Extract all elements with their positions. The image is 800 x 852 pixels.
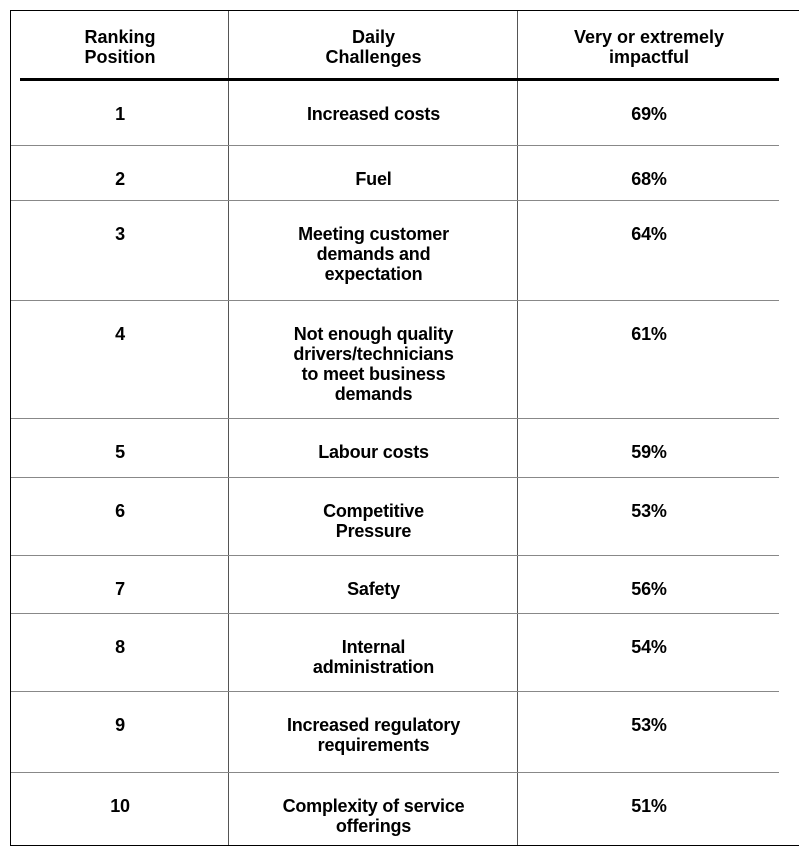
table-row: [11, 614, 779, 692]
rank-cell: 6: [115, 501, 125, 521]
table-row: [11, 201, 779, 301]
challenge-cell: Not enough quality drivers/technicians to meet business demands: [293, 324, 454, 404]
challenge-cell: Labour costs: [318, 442, 429, 462]
impact-cell: 56%: [631, 579, 667, 599]
rank-cell: 7: [115, 579, 125, 599]
header-impactful: Very or extremely impactful: [573, 27, 725, 67]
table-row: [11, 478, 779, 556]
table-row: [11, 301, 779, 419]
table-row: [11, 146, 779, 201]
table-row: [11, 419, 779, 478]
challenge-cell: Safety: [347, 579, 400, 599]
impact-cell: 64%: [631, 224, 667, 244]
header-daily-challenges: Daily Challenges: [325, 27, 422, 67]
impact-cell: 53%: [631, 715, 667, 735]
table-row: [11, 773, 779, 848]
rank-cell: 10: [110, 796, 130, 816]
rank-cell: 9: [115, 715, 125, 735]
rank-cell: 8: [115, 637, 125, 657]
challenge-cell: Complexity of service offerings: [282, 796, 465, 836]
impact-cell: 51%: [631, 796, 667, 816]
rank-cell: 4: [115, 324, 125, 344]
impact-cell: 68%: [631, 169, 667, 189]
challenge-cell: Increased regulatory requirements: [286, 715, 461, 755]
challenge-cell: Competitive Pressure: [323, 501, 424, 541]
challenge-cell: Meeting customer demands and expectation: [298, 224, 449, 284]
challenges-table: [10, 10, 799, 846]
challenge-cell: Increased costs: [306, 104, 441, 124]
rank-cell: 3: [115, 224, 125, 244]
table-row: [11, 692, 779, 773]
table-header: [20, 11, 779, 81]
rank-cell: 1: [115, 104, 125, 124]
header-ranking-position: Ranking Position: [84, 27, 156, 67]
impact-cell: 69%: [631, 104, 667, 124]
rank-cell: 5: [115, 442, 125, 462]
table-row: [11, 81, 779, 146]
impact-cell: 54%: [631, 637, 667, 657]
rank-cell: 2: [115, 169, 125, 189]
impact-cell: 59%: [631, 442, 667, 462]
challenge-cell: Internal administration: [312, 637, 435, 677]
table-row: [11, 556, 779, 614]
impact-cell: 61%: [631, 324, 667, 344]
impact-cell: 53%: [631, 501, 667, 521]
challenge-cell: Fuel: [355, 169, 392, 189]
